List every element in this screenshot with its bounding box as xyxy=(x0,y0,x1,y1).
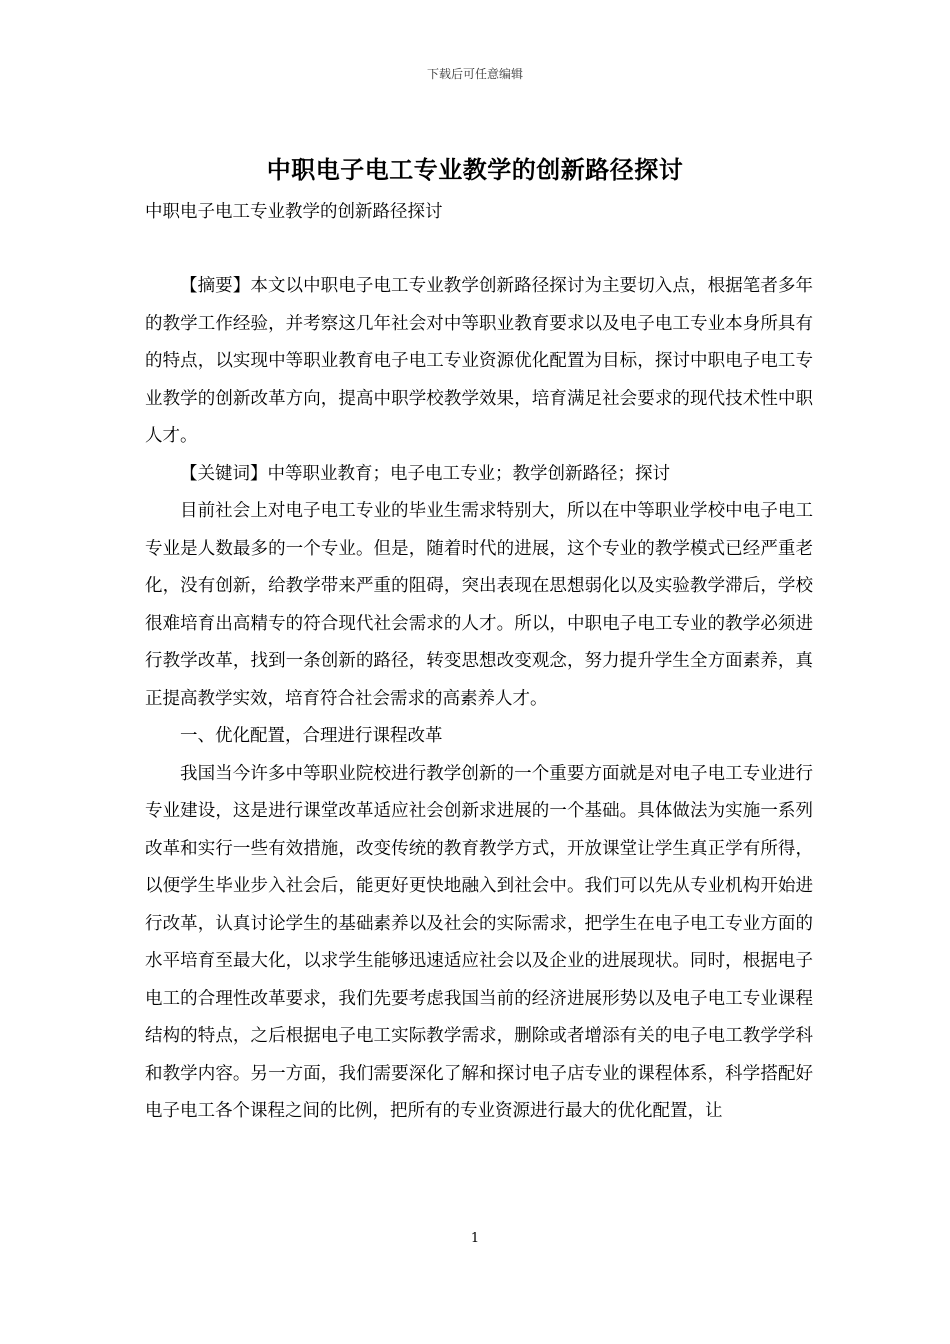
page-number: 1 xyxy=(470,1231,480,1246)
page-header-note: 下载后可任意编辑 xyxy=(426,67,523,81)
document-subtitle: 中职电子电工专业教学的创新路径探讨 xyxy=(145,202,443,222)
intro-paragraph: 目前社会上对电子电工专业的毕业生需求特别大，所以在中等职业学校中电子电工专业是人数最多的一个专业。但是，随着时代的进展，这个专业的教学模式已经严重老化，没有创新，给教学带来严重的阻碍，突出表现在思想弱化以及实验教学滞后，学校很难培育出高精专的符合现代社会需求的人才。所以，中职电子电工专业的教学必须进行教学改革，找到一条创新的路径，转变思想改变观念，努力提升学生全方面素养，真正提高教学实效，培育符合社会需求的高素养人才。 xyxy=(145,501,813,709)
abstract-paragraph: 【摘要】本文以中职电子电工专业教学创新路径探讨为主要切入点，根据笔者多年的教学工作经验，并考察这几年社会对中等职业教育要求以及电子电工专业本身所具有的特点，以实现中等职业教育电子电工专业资源优化配置为目标，探讨中职电子电工专业教学的创新改革方向，提高中职学校教学效果，培育满足社会要求的现代技术性中职人才。 xyxy=(145,276,813,446)
section-heading: 一、优化配置，合理进行课程改革 xyxy=(180,726,443,746)
document-title: 中职电子电工专业教学的创新路径探讨 xyxy=(266,155,684,184)
document-body xyxy=(145,268,813,1131)
keywords-paragraph: 【关键词】中等职业教育；电子电工专业；教学创新路径；探讨 xyxy=(180,463,670,484)
body-paragraph: 我国当今许多中等职业院校进行教学创新的一个重要方面就是对电子电工专业进行专业建设，这是进行课堂改革适应社会创新求进展的一个基础。具体做法为实施一系列改革和实行一些有效措施，改变传统的教育教学方式，开放课堂让学生真正学有所得，以便学生毕业步入社会后，能更好更快地融入到社会中。我们可以先从专业机构开始进行改革，认真讨论学生的基础素养以及社会的实际需求，把学生在电子电工专业方面的水平培育至最大化，以求学生能够迅速适应社会以及企业的进展现状。同时，根据电子电工的合理性改革要求，我们先要考虑我国当前的经济进展形势以及电子电工专业课程结构的特点，之后根据电子电工实际教学需求，删除或者增添有关的电子电工教学学科和教学内容。另一方面，我们需要深化了解和探讨电子店专业的课程体系，科学搭配好电子电工各个课程之间的比例，把所有的专业资源进行最大的优化配置，让 xyxy=(145,763,813,1121)
